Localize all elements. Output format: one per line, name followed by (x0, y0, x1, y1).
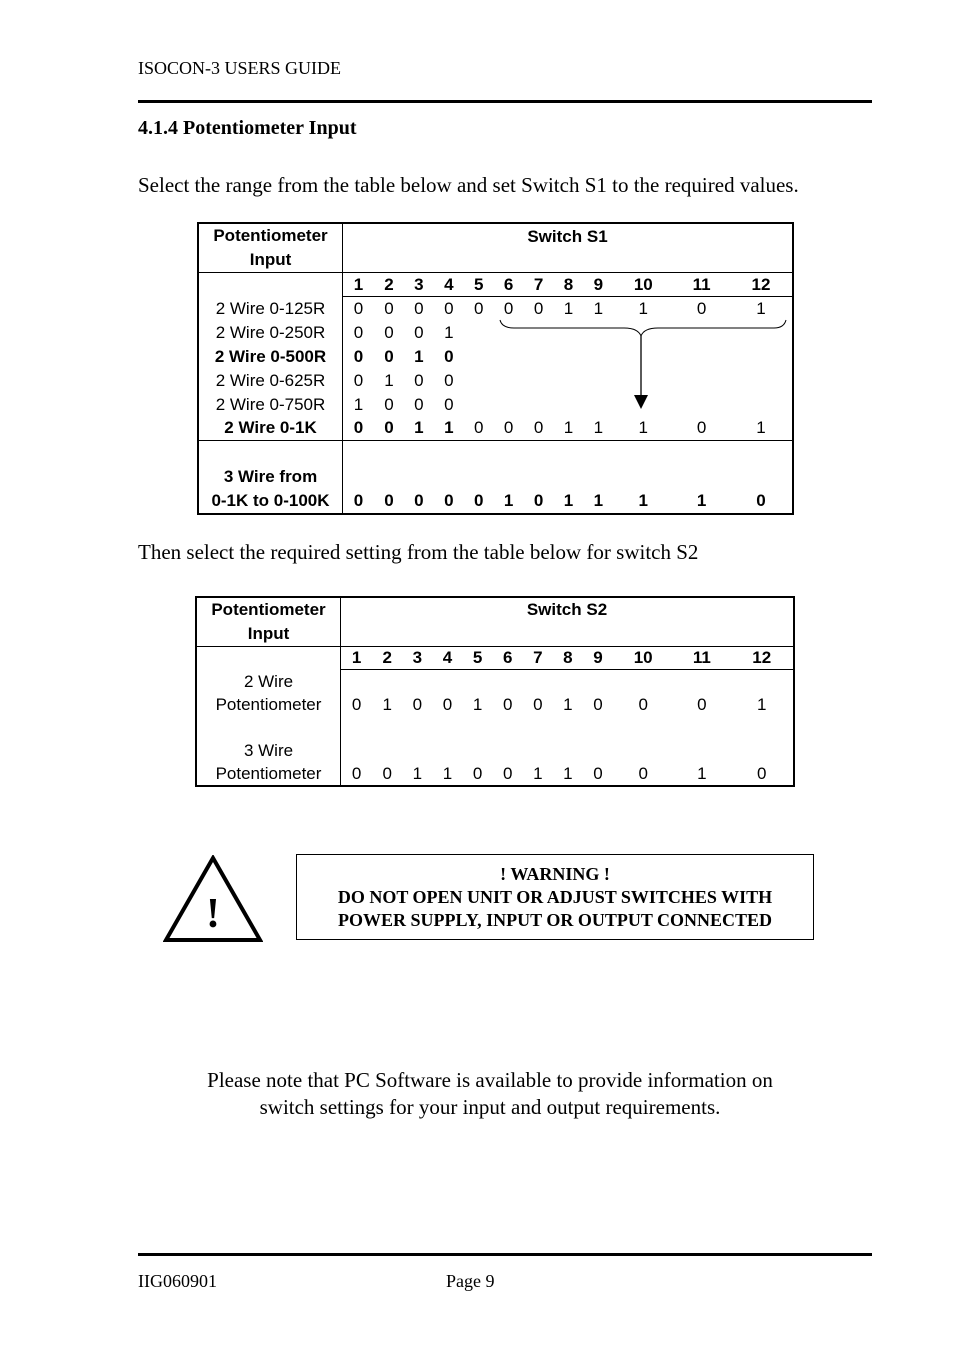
warning-line: DO NOT OPEN UNIT OR ADJUST SWITCHES WITH (337, 887, 773, 907)
switch-value: 0 (444, 394, 454, 414)
switch-number: 5 (464, 273, 494, 297)
range-label: 2 Wire 0-125R (198, 297, 343, 321)
switch-value: 0 (414, 490, 424, 510)
switch-value: 0 (473, 418, 484, 438)
switch-value: 0 (384, 418, 394, 438)
switch-s2-table (195, 596, 795, 787)
switch-value: 1 (444, 322, 454, 342)
switch-value: 0 (353, 490, 364, 510)
switch-value: 1 (563, 418, 574, 438)
switch-value: 1 (414, 346, 424, 366)
switch-value: 0 (384, 394, 394, 414)
then-paragraph: Then select the required setting from the table below for switch S2 (138, 540, 699, 564)
cell-line: Input (247, 624, 290, 643)
warning-symbol: ! (206, 891, 220, 937)
switch-value: 1 (384, 370, 394, 390)
switch-value: 0 (502, 763, 513, 783)
label-header (196, 597, 341, 647)
label-header (198, 223, 343, 273)
label-spacer (196, 647, 341, 670)
intro-paragraph: Select the range from the table below and set Switch S1 to the required values. (138, 173, 799, 197)
cell-line: Potentiometer (211, 600, 326, 619)
switch-value: 0 (351, 694, 362, 714)
range-label-3wire (198, 465, 343, 514)
switch-value: 1 (593, 418, 604, 438)
switch-value: 0 (473, 298, 484, 318)
switch-value: 0 (414, 394, 424, 414)
switch-number: 1 (341, 647, 373, 670)
switch-number: 8 (553, 647, 583, 670)
switch-value: 0 (353, 418, 364, 438)
switch-value: 1 (696, 490, 707, 510)
switch-value: 0 (593, 763, 603, 783)
switch-value: 1 (503, 490, 514, 510)
switch-value (464, 345, 494, 369)
switch-number: 11 (673, 273, 730, 297)
switch-number: 2 (372, 647, 402, 670)
input-label (196, 670, 341, 716)
switch-number: 12 (730, 273, 793, 297)
label-spacer (198, 441, 343, 465)
switch-number: 8 (554, 273, 584, 297)
switch-value: 0 (444, 298, 454, 318)
cell-line: Potentiometer (215, 763, 322, 783)
switch-number: 6 (493, 647, 523, 670)
switch-value: 1 (697, 763, 707, 783)
switch-value: 0 (384, 298, 394, 318)
cell-line: Input (249, 250, 292, 269)
section-title: 4.1.4 Potentiometer Input (138, 117, 357, 139)
note-line: Please note that PC Software is available to provide information on (207, 1068, 773, 1092)
switch-value: 0 (351, 763, 362, 783)
switch-value: 1 (756, 418, 766, 438)
input-label (196, 716, 341, 786)
note-line: switch settings for your input and output requirements. (259, 1095, 721, 1119)
switch-number: 7 (524, 273, 554, 297)
switch-number: 10 (613, 273, 673, 297)
switch-value: 0 (638, 694, 648, 714)
switch-value: 1 (563, 763, 573, 783)
switch-number: 5 (463, 647, 493, 670)
running-header: ISOCON-3 USERS GUIDE (138, 58, 342, 78)
switch-value: 0 (353, 322, 364, 342)
switch-number: 2 (374, 273, 404, 297)
switch-number: 4 (434, 273, 464, 297)
switch-value: 0 (533, 490, 544, 510)
switch-number: 1 (343, 273, 375, 297)
warning-line: POWER SUPPLY, INPUT OR OUTPUT CONNECTED (337, 910, 773, 930)
switch-value: 0 (697, 694, 707, 714)
switch-value: 0 (533, 418, 544, 438)
cell-line: Potentiometer (213, 226, 328, 245)
switch-value: 0 (473, 490, 484, 510)
switch-value: 0 (757, 763, 767, 783)
switch-number: 3 (402, 647, 432, 670)
cell-line: 2 Wire (243, 671, 294, 691)
switch-value: 1 (638, 418, 648, 438)
switch-value: 0 (384, 346, 394, 366)
switch-value: 1 (563, 298, 574, 318)
switch-value: 0 (353, 346, 364, 366)
switch-value: 1 (593, 298, 604, 318)
brace-arrow-icon (498, 318, 788, 412)
switch-value: 1 (756, 298, 766, 318)
switch-number: 7 (523, 647, 553, 670)
switch-value: 1 (353, 394, 364, 414)
page-number: Page 9 (446, 1271, 495, 1291)
switch-value: 0 (444, 370, 454, 390)
range-label: 2 Wire 0-250R (198, 321, 343, 345)
switch-value: 1 (414, 418, 424, 438)
switch-number: 12 (730, 647, 794, 670)
switch-value: 0 (414, 298, 424, 318)
switch-value: 0 (414, 370, 424, 390)
switch-value: 1 (757, 694, 767, 714)
range-label: 2 Wire 0-500R (198, 345, 343, 369)
switch-header: Switch S1 (343, 223, 794, 273)
value-spacer (343, 441, 794, 465)
cell-line: 0-1K to 0-100K (211, 490, 330, 510)
switch-value: 0 (382, 763, 392, 783)
switch-value: 1 (442, 763, 453, 783)
range-label: 2 Wire 0-1K (198, 417, 343, 441)
switch-number: 4 (432, 647, 462, 670)
switch-value: 0 (696, 418, 707, 438)
warning-title: ! WARNING ! (500, 864, 610, 884)
switch-value: 0 (444, 346, 454, 366)
switch-value (464, 393, 494, 417)
switch-value: 0 (593, 694, 603, 714)
switch-value: 0 (756, 490, 766, 510)
switch-value: 0 (353, 298, 364, 318)
switch-value: 1 (593, 490, 604, 510)
switch-value: 1 (563, 694, 573, 714)
warning-triangle-icon (163, 855, 263, 943)
switch-header: Switch S2 (341, 597, 795, 647)
cell-line: Potentiometer (215, 694, 322, 714)
warning-box (296, 854, 814, 940)
switch-value: 1 (638, 298, 648, 318)
switch-value: 0 (696, 298, 707, 318)
header-rule (138, 100, 872, 103)
switch-value: 0 (353, 370, 364, 390)
switch-number: 9 (583, 647, 613, 670)
switch-value: 0 (533, 298, 544, 318)
cell-line: 3 Wire (243, 740, 294, 760)
switch-value: 0 (503, 298, 514, 318)
switch-value: 0 (638, 763, 648, 783)
range-label: 2 Wire 0-750R (198, 393, 343, 417)
switch-value (464, 369, 494, 393)
software-note (150, 1067, 830, 1121)
label-spacer (198, 273, 343, 297)
switch-value: 1 (444, 418, 454, 438)
switch-value: 0 (502, 694, 513, 714)
document-id: IIG060901 (138, 1271, 217, 1291)
switch-value: 0 (503, 418, 514, 438)
switch-value: 1 (472, 694, 483, 714)
switch-value: 0 (414, 322, 424, 342)
switch-number: 6 (494, 273, 524, 297)
switch-number: 3 (404, 273, 434, 297)
switch-number: 9 (583, 273, 613, 297)
switch-value: 1 (638, 490, 648, 510)
switch-value: 1 (533, 763, 543, 783)
switch-value: 0 (384, 490, 394, 510)
cell-line: 3 Wire from (223, 466, 318, 486)
switch-value: 1 (382, 694, 392, 714)
switch-value: 0 (412, 694, 423, 714)
switch-value: 1 (563, 490, 574, 510)
switch-number: 10 (613, 647, 673, 670)
switch-number: 11 (673, 647, 730, 670)
footer-rule (138, 1253, 872, 1256)
switch-value: 0 (442, 694, 453, 714)
switch-value: 0 (444, 490, 454, 510)
switch-value: 0 (533, 694, 543, 714)
switch-value: 0 (384, 322, 394, 342)
switch-value: 0 (472, 763, 483, 783)
switch-value (464, 321, 494, 345)
range-label: 2 Wire 0-625R (198, 369, 343, 393)
switch-value: 1 (412, 763, 423, 783)
